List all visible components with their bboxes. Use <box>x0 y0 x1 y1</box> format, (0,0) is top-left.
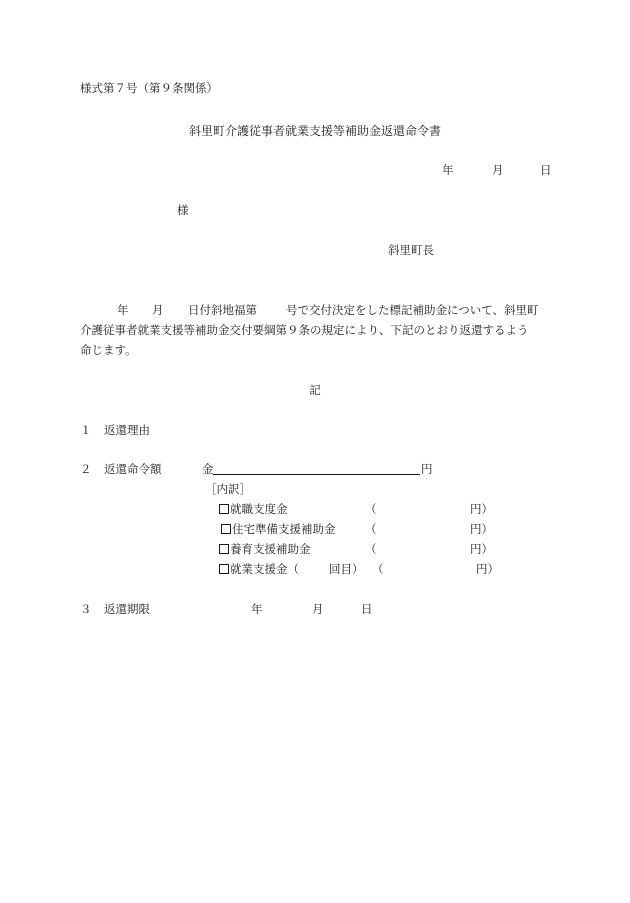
item-2-number: ２ <box>80 462 92 476</box>
deadline-month: 月 <box>312 602 324 616</box>
breakdown-row-1-label: 就職支度金 <box>230 502 288 516</box>
body-year: 年 <box>117 303 129 317</box>
item-3-label: 返還期限 <box>104 602 150 616</box>
checkbox[interactable] <box>219 544 229 554</box>
issue-date <box>0 162 630 178</box>
breakdown-row-1-open: （ <box>365 502 377 516</box>
amount-suffix: 円 <box>421 462 433 476</box>
issue-date-day: 日 <box>540 163 552 177</box>
breakdown-row-4-open: （ <box>372 562 384 576</box>
breakdown-row-4 <box>219 561 299 577</box>
breakdown-row-3-close: 円） <box>470 542 493 556</box>
breakdown-row-2-open: （ <box>365 522 377 536</box>
checkbox[interactable] <box>219 564 229 574</box>
breakdown-row-1-close: 円） <box>470 502 493 516</box>
item-1-label: 返還理由 <box>104 423 150 437</box>
document-title: 斜里町介護従事者就業支援等補助金返還命令書 <box>188 124 441 138</box>
amount-prefix: 金 <box>202 462 214 476</box>
breakdown-row-2-close: 円） <box>470 522 493 536</box>
deadline-day: 日 <box>361 602 373 616</box>
checkbox[interactable] <box>221 524 231 534</box>
breakdown-row-3-open: （ <box>365 542 377 556</box>
amount-blank-line <box>213 474 420 475</box>
breakdown-row-4-close: 円） <box>476 562 499 576</box>
body-date-ref: 日付斜地福第 <box>188 303 257 317</box>
issue-date-month: 月 <box>492 163 504 177</box>
body-line2: 介護従事者就業支援等補助金交付要綱第９条の規定により、下記のとおり返還するよう <box>80 323 529 337</box>
breakdown-row-3-label: 養育支援補助金 <box>230 542 311 556</box>
body-line3: 命じます。 <box>80 343 137 357</box>
addressee: 様 <box>177 203 189 217</box>
breakdown-row-1 <box>219 501 288 517</box>
item-3-number: ３ <box>80 602 92 616</box>
issue-date-year: 年 <box>442 163 454 177</box>
breakdown-row-3 <box>219 541 311 557</box>
issuer: 斜里町長 <box>388 243 434 257</box>
breakdown-row-4-times: 回目） <box>329 562 364 576</box>
deadline-year: 年 <box>251 602 263 616</box>
body-line1-rest: 号で交付決定をした標記補助金について、斜里町 <box>286 303 539 317</box>
ki-heading: 記 <box>309 383 321 397</box>
item-2-label: 返還命令額 <box>104 462 162 476</box>
breakdown-row-2-label: 住宅準備支援補助金 <box>232 522 336 536</box>
body-month: 月 <box>152 303 164 317</box>
item-1-number: １ <box>80 423 92 437</box>
checkbox[interactable] <box>219 504 229 514</box>
form-number: 様式第７号（第９条関係） <box>80 81 218 95</box>
breakdown-row-4-label: 就業支援金（ <box>230 562 299 576</box>
breakdown-header: ［内訳］ <box>205 482 251 496</box>
breakdown-row-2 <box>221 521 336 537</box>
